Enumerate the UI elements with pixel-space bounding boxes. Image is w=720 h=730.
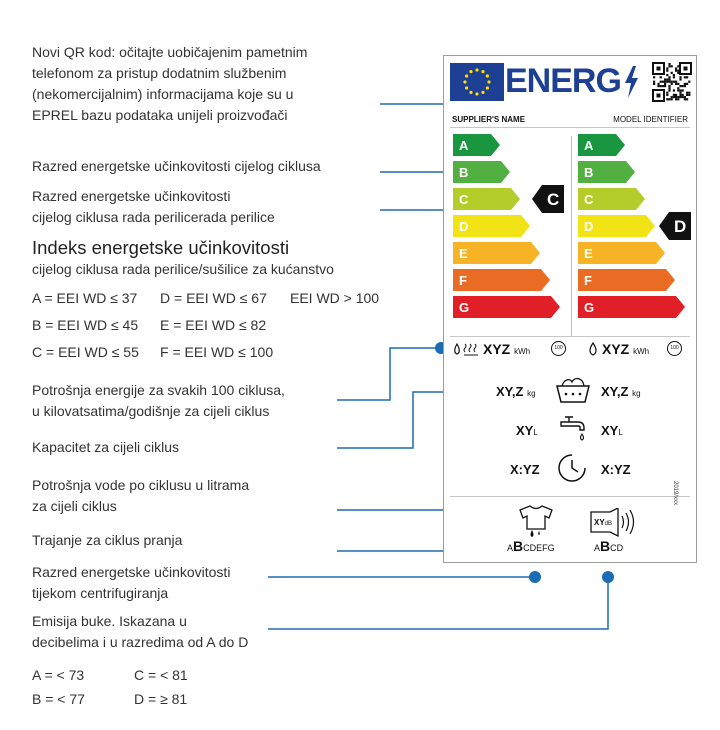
eu-star (486, 74, 489, 77)
qr-module (684, 96, 686, 98)
eei-cell: F = EEI WD ≤ 100 (160, 344, 274, 360)
qr-module (682, 89, 684, 91)
qr-module (668, 98, 670, 100)
qr-module (673, 74, 675, 76)
qr-module (668, 87, 670, 89)
duration-right: X:YZ (601, 462, 631, 477)
qr-module (677, 83, 679, 85)
qr-module (677, 70, 679, 72)
qr-module (664, 83, 666, 85)
qr-module (666, 81, 668, 83)
qr-module (657, 83, 659, 85)
qr-module (666, 94, 668, 96)
leader-dot-noise (602, 571, 614, 583)
duration-left: X:YZ (510, 462, 540, 477)
qr-module (684, 98, 686, 100)
eei-title: Indeks energetske učinkovitosti (32, 237, 290, 258)
scale-letter-right-F: F (584, 273, 592, 288)
qr-module (684, 83, 686, 85)
scale-letter-right-A: A (584, 138, 594, 153)
qr-module (675, 67, 677, 69)
eu-star (481, 91, 484, 94)
qr-module (677, 89, 679, 91)
qr-module (679, 76, 681, 78)
qr-module (660, 85, 662, 87)
qr-module (671, 81, 673, 83)
scale-letter-right-E: E (584, 246, 593, 261)
annotation-spin-class: Razred energetske učinkovitosti tijekom centrifugiranja (32, 564, 231, 601)
qr-module (679, 94, 681, 96)
qr-module (684, 85, 686, 87)
qr-module (666, 98, 668, 100)
energy-label (443, 55, 697, 563)
qr-module (686, 76, 688, 78)
water-right: XYL (601, 423, 623, 438)
laundry-basket-icon (554, 374, 592, 404)
qr-module (682, 96, 684, 98)
annotation-qr: Novi QR kod: očitajte uobičajenim pametnim telefonom za pristup dodatnim službenim (nekomercijalnim) informacijama koje su u EPREL bazu podataka unijeli proizvođači (32, 44, 308, 123)
qr-module (673, 96, 675, 98)
qr-module (675, 83, 677, 85)
rating-letter: C (547, 190, 560, 209)
capacity-right: XY,Z kg (601, 384, 641, 399)
qr-module (684, 76, 686, 78)
qr-module (664, 78, 666, 80)
qr-module (677, 65, 679, 67)
eei-cell: C = EEI WD ≤ 55 (32, 344, 139, 360)
qr-module (662, 85, 664, 87)
eu-star (465, 74, 468, 77)
model-identifier: MODEL IDENTIFIER (613, 115, 688, 124)
eei-subtitle: cijelog ciklusa rada perilice/sušilice za kućanstvo (32, 261, 334, 277)
qr-module (668, 63, 670, 65)
eu-star (487, 80, 490, 83)
eu-star (475, 92, 478, 95)
qr-module (668, 85, 670, 87)
qr-module (666, 92, 668, 94)
annotation-duration: Trajanje za ciklus pranja (32, 532, 183, 548)
wash-dry-icon (453, 341, 487, 357)
qr-module (673, 89, 675, 91)
bottom-section-divider (450, 496, 690, 497)
qr-module (675, 94, 677, 96)
rating-arrow-right (659, 212, 691, 240)
qr-module (664, 81, 666, 83)
scale-letter-left-E: E (459, 246, 468, 261)
qr-module (671, 98, 673, 100)
qr-module (686, 98, 688, 100)
water-left: XYL (516, 423, 538, 438)
qr-module (671, 96, 673, 98)
qr-module (688, 92, 690, 94)
qr-module (682, 94, 684, 96)
qr-module (668, 89, 670, 91)
eei-cell: B = EEI WD ≤ 45 (32, 317, 139, 333)
leader-noise (268, 577, 608, 629)
qr-module (688, 94, 690, 96)
scale-arrow-right-F (578, 269, 675, 291)
leader-dot-spin (529, 571, 541, 583)
energy-scales (444, 134, 696, 324)
noise-icon-value: XYdB (594, 518, 613, 527)
eu-flag-icon (450, 63, 504, 101)
qr-module (677, 98, 679, 100)
scale-letter-right-C: C (584, 192, 594, 207)
qr-module (673, 76, 675, 78)
qr-module (675, 70, 677, 72)
spin-drying-icon (514, 504, 558, 542)
annotation-noise: Emisija buke. Iskazana u decibelima i u razredima od A do D (32, 613, 249, 650)
qr-module (666, 78, 668, 80)
scale-bottom-divider (450, 336, 690, 337)
qr-module (660, 81, 662, 83)
qr-module (666, 67, 668, 69)
eei-cell: D = EEI WD ≤ 67 (160, 290, 267, 306)
noise-cell: B = < 77 (32, 691, 85, 707)
qr-module (686, 83, 688, 85)
scale-letter-left-D: D (459, 219, 469, 234)
qr-module (673, 81, 675, 83)
scale-letter-right-B: B (584, 165, 594, 180)
eu-star (475, 68, 478, 71)
qr-module (671, 72, 673, 74)
qr-module (657, 85, 659, 87)
energy-consumption-left: XYZ kWh (483, 341, 531, 357)
water-tap-icon (556, 412, 590, 444)
qr-module (686, 92, 688, 94)
annotation-wash-cycle-class: Razred energetske učinkovitosti cijelog ciklusa rada perilicerada perilice (32, 188, 275, 225)
energy-title: ENERG (505, 62, 621, 100)
qr-module (682, 85, 684, 87)
annotation-capacity: Kapacitet za cijeli ciklus (32, 439, 180, 455)
eu-star (465, 86, 468, 89)
scale-arrow-left-F (453, 269, 550, 291)
eu-star (486, 86, 489, 89)
scale-divider (571, 136, 572, 336)
qr-module (664, 85, 666, 87)
scale-letter-left-C: C (459, 192, 469, 207)
noise-cell: A = < 73 (32, 667, 85, 683)
per-100-cycles-icon: 100 (667, 341, 682, 356)
regulation-code: 2019/xxx (672, 481, 678, 506)
qr-module (668, 76, 670, 78)
scale-letter-left-F: F (459, 273, 467, 288)
scale-letter-left-A: A (459, 138, 469, 153)
qr-finder-center (657, 94, 661, 98)
qr-module (671, 83, 673, 85)
qr-module (679, 92, 681, 94)
noise-cell: D = ≥ 81 (134, 691, 188, 707)
qr-module (679, 96, 681, 98)
clock-icon (555, 451, 589, 485)
per-100-cycles-icon: 100 (551, 341, 566, 356)
qr-module (679, 85, 681, 87)
qr-module (677, 87, 679, 89)
qr-module (660, 76, 662, 78)
water-drop-icon (587, 341, 601, 357)
supplier-name: SUPPLIER'S NAME (452, 115, 526, 124)
annotation-full-cycle-class: Razred energetske učinkovitosti cijelog ciklusa (32, 158, 321, 174)
rating-arrow-left (532, 185, 564, 213)
eu-star (481, 70, 484, 73)
qr-module (666, 70, 668, 72)
qr-finder-center (684, 67, 688, 71)
noise-cell: C = < 81 (134, 667, 188, 683)
capacity-left: XY,Z kg (496, 384, 536, 399)
eei-cell: EEI WD > 100 (290, 290, 380, 306)
scale-letter-right-G: G (584, 300, 595, 315)
qr-module (653, 83, 655, 85)
noise-class-scale: ABCD (594, 538, 624, 554)
qr-module (662, 81, 664, 83)
annotation-water-consumption: Potrošnja vode po ciklusu u litrama za cijeli ciklus (32, 477, 250, 514)
annotation-energy-consumption: Potrošnja energije za svakih 100 ciklusa, u kilovatsatima/godišnje za cijeli ciklus (32, 382, 285, 419)
qr-module (671, 65, 673, 67)
qr-module (686, 94, 688, 96)
qr-module (653, 76, 655, 78)
qr-module (675, 96, 677, 98)
scale-letter-left-B: B (459, 165, 469, 180)
spin-class-scale: ABCDEFG (507, 538, 555, 554)
eei-cell: E = EEI WD ≤ 82 (160, 317, 267, 333)
qr-module (679, 78, 681, 80)
qr-module (688, 81, 690, 83)
eei-cell: A = EEI WD ≤ 37 (32, 290, 138, 306)
qr-finder-center (657, 67, 661, 71)
header-divider (450, 127, 690, 128)
qr-module (668, 65, 670, 67)
eu-star (469, 91, 472, 94)
eu-star (469, 70, 472, 73)
qr-module (668, 81, 670, 83)
scale-letter-left-G: G (459, 300, 470, 315)
qr-module (677, 72, 679, 74)
lightning-icon (622, 66, 640, 98)
eu-star (463, 80, 466, 83)
qr-module (666, 74, 668, 76)
qr-module (673, 94, 675, 96)
qr-module (677, 96, 679, 98)
qr-module (675, 98, 677, 100)
rating-letter: D (674, 217, 687, 236)
qr-module (679, 89, 681, 91)
energy-consumption-right: XYZ kWh (602, 341, 650, 357)
qr-module (675, 81, 677, 83)
scale-letter-right-D: D (584, 219, 594, 234)
qr-module (668, 78, 670, 80)
qr-module (653, 81, 655, 83)
qr-code-icon (652, 62, 692, 102)
